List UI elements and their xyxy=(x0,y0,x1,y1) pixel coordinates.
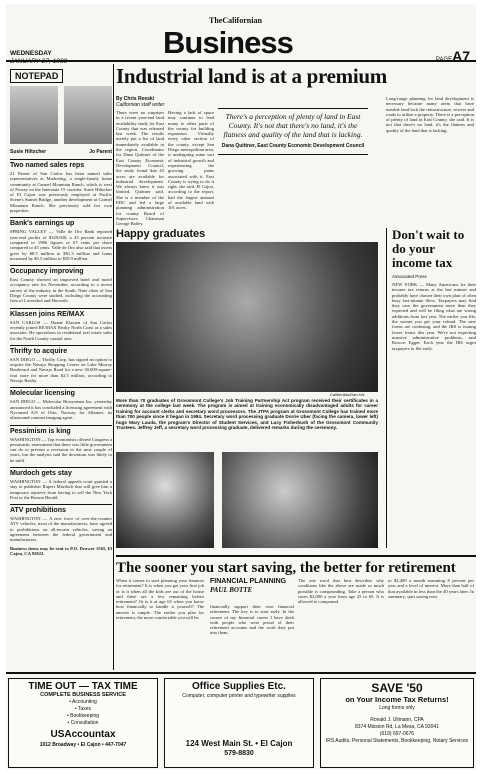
graduates-hug-photo xyxy=(222,452,378,548)
ad1-item: • Bookkeeping xyxy=(66,713,100,719)
brief-heading: Pessimism is king xyxy=(10,425,112,436)
pull-quote xyxy=(218,108,368,155)
ad2-subtitle: Computer, computer printer and typewriter supplies xyxy=(182,693,296,699)
brief-text: SAN CARLOS — Duane Klassen of San Carlos recently joined RE/MAX Realty North Coast as a sales associate. He specializes in residential real estate sales for the North County coastal area. xyxy=(10,319,112,341)
sidebar-body: NEW YORK — Many Americans fix their income tax returns at the last minute and probably have chosen their own plan of often busy last-minute filers. Taxpayers may find they owe the government more than they expected and will be filing what are wrong additions from last year. The earlier you file, the sooner you get your refund. The new forms are confusing, and the IRS is issuing fewer forms this year. We're not expecting massive administrative problems, said Roscoe Egger. Each year the IRS urges taxpayers to file early. xyxy=(392,282,476,351)
column-title-text: FINANCIAL PLANNING xyxy=(210,578,287,585)
ad1-item: • Consultation xyxy=(67,720,99,726)
caption-right: Jo Parent xyxy=(89,149,112,155)
brief-9 xyxy=(10,504,112,542)
submit-note: Business items may be sent to P.O. Drawer 1565, El Cajon, CA 92022. xyxy=(10,545,112,556)
ad3-title: SAVE '50 xyxy=(371,681,423,695)
quote-text: There's a perception of plenty of land in East County. It's not that there's no land, it's the flatness and quality of the land that is lacking. xyxy=(223,112,363,139)
graduate-portrait-photo xyxy=(116,452,214,548)
brief-3 xyxy=(10,265,112,303)
brief-heading: Thrifty to acquire xyxy=(10,345,112,356)
ad1-item: • Taxes xyxy=(74,706,92,712)
savings-headline: The sooner you start saving, the better for retirement xyxy=(116,555,476,577)
notepad-label: NOTEPAD xyxy=(10,69,63,83)
brief-heading: Bank's earnings up xyxy=(10,217,112,228)
office-supplies-ad xyxy=(164,678,314,768)
ad3-address: 8374 Mission Rd, La Mesa, CA 92041 xyxy=(355,724,439,730)
date: JANUARY 27, 1988 xyxy=(10,58,68,65)
brief-5 xyxy=(10,345,112,383)
portrait-captions xyxy=(10,149,112,155)
brief-text: East County showed an improved hotel and motel occupancy rate for November, according to a recent survey of the industry in the South. Nine cities of San Diego County were studied, including the accounting firm of Laventhol and Horwath. xyxy=(10,277,112,304)
newspaper-page xyxy=(6,4,476,770)
graduation-photo xyxy=(116,242,378,392)
brief-heading: Two named sales reps xyxy=(10,159,112,170)
brief-text: WASHINGTON — A new force of over-the-counter ATV vehicles, most of the manufacturers, have agreed to prohibitions on all-terrain vehicles, saving an agreement between the federal government and manufacturers. xyxy=(10,516,112,543)
byline-name: By Chris Reeski xyxy=(116,96,155,102)
byline xyxy=(116,96,380,108)
notepad-column xyxy=(10,66,112,666)
date-block xyxy=(10,50,67,66)
brief-text: WASHINGTON — Top economists offered Congress a pessimistic assessment that there was little government can do to prevent a recession in the next couple of years, but the analysts said the downturn was likely to be mild. xyxy=(10,436,113,463)
brief-heading: Molecular licensing xyxy=(10,387,112,398)
ad2-address: 124 West Main St. • El Cajon xyxy=(185,739,293,748)
savings-col3: The one word that best describes why conditions like the above are made so much possible is compounding. Take a person who saves $2,000 a year from age 25 to 65. It is allowed to compound. xyxy=(298,578,384,605)
column-author: PAUL BOTTE xyxy=(210,586,253,594)
portrait-parent xyxy=(64,86,112,144)
main-headline: Industrial land is at a premium xyxy=(116,64,387,88)
savings-col1: When it comes to start planning your finances for retirement? It is when you get your first job or is it when all the kids are out of the house and there are a few remaining before retirement? Or is it at age 65 when you know how financially to handle it yourself? The answer is simple. The earlier you plan for retirement, the more comfortable you will be. xyxy=(116,578,204,621)
ad2-title: Office Supplies Etc. xyxy=(192,681,286,692)
main-text-col3: Long-range planning for land development is necessary because many areas that have useable land lack the infrastructure, sewers and roads to utilize a property. There is a perception of plenty of land in East County, she said. It is not that there's no land, it's the flatness and quality of the land that is lacking. xyxy=(386,96,474,133)
brief-6 xyxy=(10,387,112,420)
portrait-row xyxy=(10,86,112,149)
section-title: Business xyxy=(163,25,293,60)
page-label xyxy=(436,48,470,64)
ad1-title: TIME OUT — TAX TIME xyxy=(28,681,138,692)
ad3-name: Ronald J. Ullmann, CPA xyxy=(370,717,424,723)
paper-logo: TheCalifornian xyxy=(209,16,262,25)
brief-4 xyxy=(10,308,112,341)
quote-source: Dana Quittner, East County Economic Development Council xyxy=(221,143,365,149)
column-divider xyxy=(113,64,114,670)
brief-text: WASHINGTON — A federal appeals court granted a stay to publisher Rupert Murdoch that will give him a temporary reprieve from having to sell the New York Post or the Boston Herald. xyxy=(10,478,112,500)
brief-heading: ATV prohibitions xyxy=(10,504,112,515)
brief-text: SAN DIEGO — Molecular Biosystems Inc. yesterday announced it has concluded a licensing agreement with Nycomed A/S of Oslo, Norway, for Albunex, its ultrasound contrast imaging agent. xyxy=(10,399,112,421)
caption-left: Susie Hiltscher xyxy=(10,149,47,155)
brief-heading: Occupancy improving xyxy=(10,265,112,276)
graduates-caption: More than 70 graduates of Grossmont College's Job Training Partnership Act program received their certificates in a ceremony at the college last week. The program is aimed at training economically disadvantaged adults for career training for account clerks and secretary word processors. The JTPA program at Grossmont College has trained more than 700 people since it began in 1984. Secretary word processing graduate Dorrie Uber (facing the camera, lower left) hugs Mary Lauda, the program's Director of Student Services, and Lucy Fisherbush of the Grossmont Community Trustees. Jeffrey Jeff, a secretary word processing graduate, delivered remarks during the ceremony. xyxy=(116,398,378,431)
graduates-heading: Happy graduates xyxy=(116,228,206,240)
main-text-col2: Having a lack of space may continue to lead many to other parts of the county for building expansion. Virtually every other section of the county, except San Diego metropolitan area, is undergoing some sort of industrial growth and experiencing the growing pains associated with it. East County is trying to do it right, she said. El Cajon, according to the report, had the largest amount of available land with 101 acres. xyxy=(168,110,214,211)
sidebar-byline: Associated Press xyxy=(392,274,427,279)
brief-2 xyxy=(10,217,112,261)
ad2-phone: 579-8830 xyxy=(224,750,254,757)
brief-heading: Murdoch gets stay xyxy=(10,467,112,478)
ad1-subtitle: COMPLETE BUSINESS SERVICE xyxy=(40,692,126,698)
ad-strip xyxy=(6,672,476,770)
ad3-services: IRS Audits, Personal Statements, Bookkeeping, Notary Services xyxy=(325,738,469,744)
brief-1 xyxy=(10,159,112,213)
tax-time-ad xyxy=(8,678,158,768)
photo-credit: Californian/Dan Hix xyxy=(330,392,365,397)
tax-sidebar xyxy=(386,228,476,548)
masthead xyxy=(6,4,476,65)
ad3-subtitle: on Your Income Tax Returns! xyxy=(345,695,449,704)
ad1-address: 1012 Broadway • El Cajon • 447-7047 xyxy=(39,742,127,748)
column-title xyxy=(210,578,294,594)
page-prefix: PAGE xyxy=(435,57,453,63)
savings-col4: to $2,400 a month assuming 8 percent per year and a level of interest. More than half of that available in less than the 40 years later. In summary, start saving now. xyxy=(388,578,474,599)
brief-7 xyxy=(10,425,112,463)
brief-text: 21 Parent of San Carlos has been named sales representatives at Marketing, a single-family home community at Carmel Mountain Ranch, which is west of Poway on the Interstate 15 corridor. Susie Hiltscher of El Cajon was previously employed at Pacific Scene's Sunset Bridge, another development at Carmel Mountain Ranch. She previously sold her own properties. xyxy=(10,171,112,214)
ad1-item: • Accounting xyxy=(69,699,97,705)
brief-8 xyxy=(10,467,112,500)
brief-heading: Klassen joins RE/MAX xyxy=(10,308,112,319)
brief-text: SAN DIEGO — Thrifty Corp. has signed an option to acquire the Navajo Shopping Center on Lake Murray Boulevard and Navajo Road for a new 30,000-square-foot store for more than $2.5 million, according to Navajo Realty. xyxy=(10,356,112,384)
ad3-phone: (619) 697-0676 xyxy=(379,731,415,737)
day: WEDNESDAY xyxy=(10,50,52,57)
page-number: A7 xyxy=(452,48,470,64)
byline-role: Californian staff writer xyxy=(116,102,165,108)
save-50-ad xyxy=(320,678,474,768)
portrait-hiltscher xyxy=(10,86,58,144)
sidebar-headline: Don't wait to do your income tax xyxy=(392,227,465,270)
ad3-note: Long forms only xyxy=(379,705,415,711)
ad1-brand: USAccountax xyxy=(50,729,116,740)
main-text-col1: There were no surprises in a recent year-end land availability study for East County that was released last week. The results merely put a list of land immediately available in the region. Coordinator for Dana Quittner of the East County Economic Development Council, the study found that 43 acres are available for industrial development. We always knew it was limited, Quittner said. She is a member of the EDC and led a large planning administration for county Board of Supervisors Chairman George Bailey. xyxy=(116,110,164,226)
savings-col2: financially support their own financial retirement. The key is to start early. In the course of my financial career I have dealt with people who were proud of their retirement accounts and the work they put into them. xyxy=(210,604,294,636)
brief-text: SPRING VALLEY — Valle de Oro Bank reported year-end profits of $329,000, a 43 percent increase compared to 1986 figures or 67 cents per share compared to 45 cents. Valle de Oro also said that assets grew by $8.5 million to $81.3 million and loans increased by $5.5 million to $59.9 million. xyxy=(10,229,112,261)
